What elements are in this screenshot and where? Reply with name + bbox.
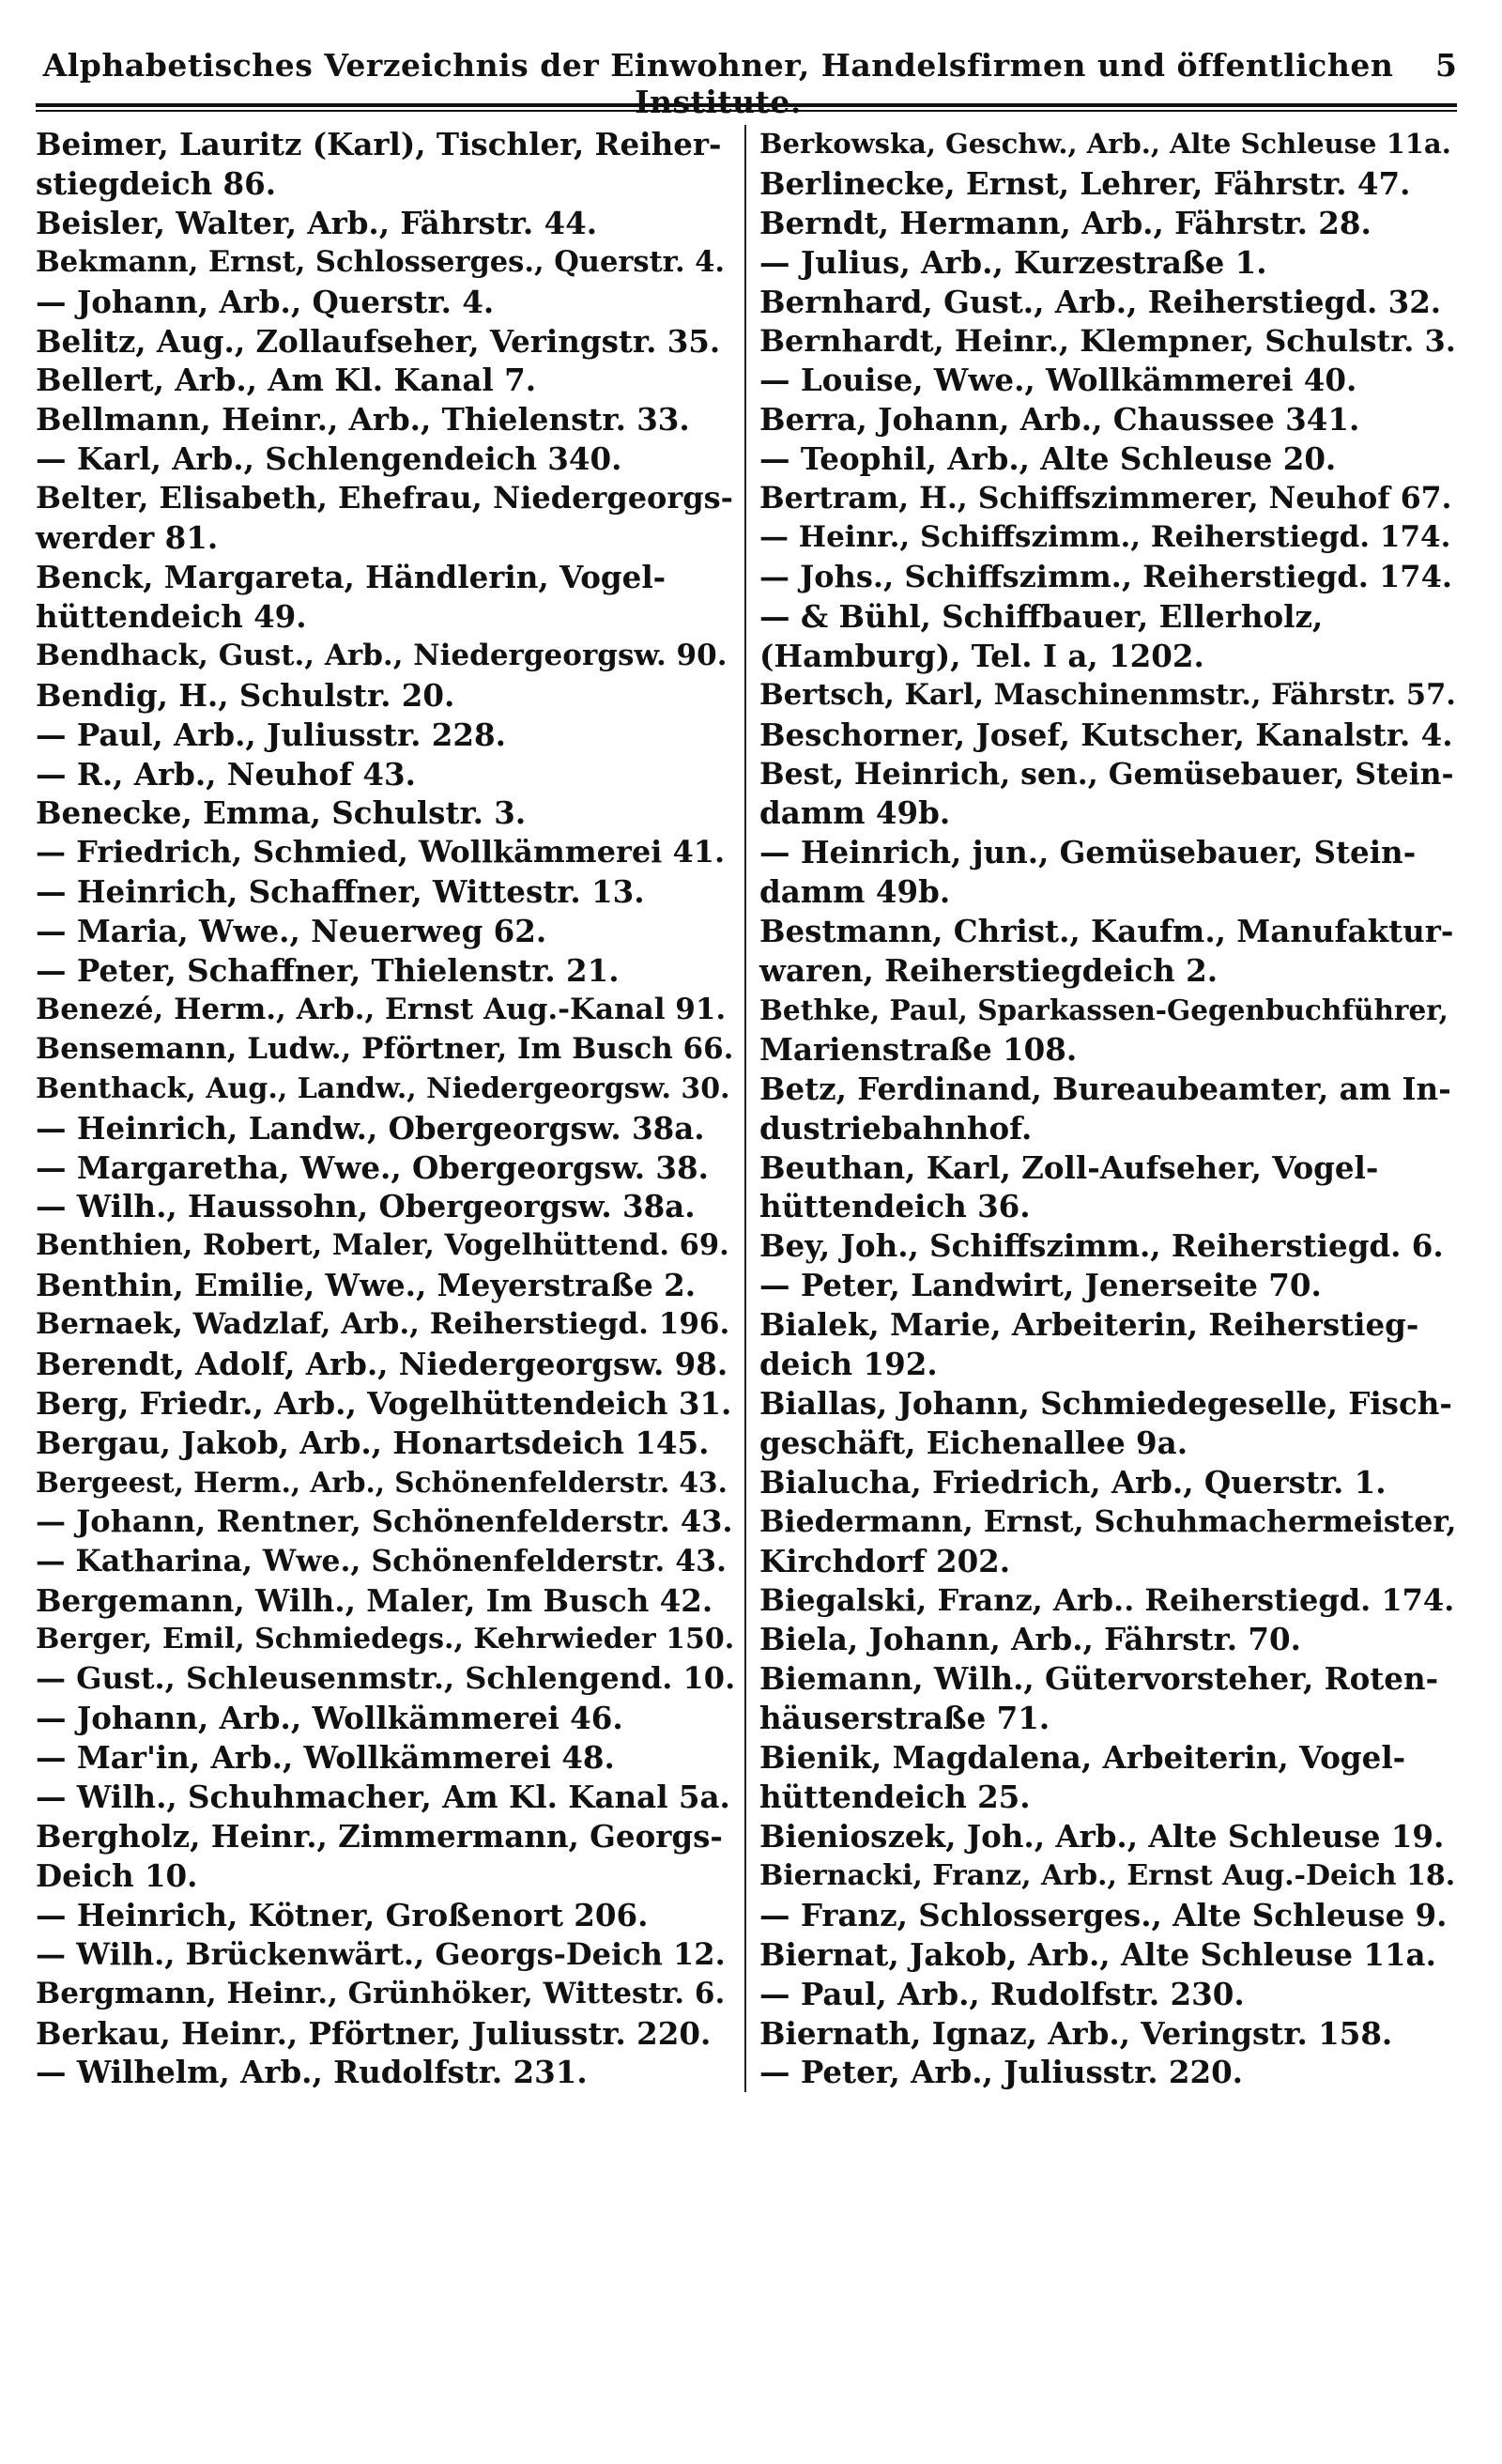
- directory-entry-line: — R., Arb., Neuhof 43.: [36, 755, 416, 793]
- directory-entry-line: Belitz, Aug., Zollaufseher, Veringstr. 35.: [36, 322, 721, 360]
- directory-entry-line: — Friedrich, Schmied, Wollkämmerei 41.: [36, 834, 726, 870]
- directory-entry-line: — Heinr., Schiffszimm., Reiherstiegd. 174.: [759, 520, 1451, 555]
- directory-entry-line: Bergmann, Heinr., Grünhöker, Wittestr. 6.: [36, 1976, 726, 2010]
- directory-entry-line: — & Bühl, Schiffbauer, Ellerholz,: [759, 597, 1324, 635]
- directory-entry-line: Berra, Johann, Arb., Chaussee 341.: [759, 401, 1360, 439]
- directory-entry-line: Biernacki, Franz, Arb., Ernst Aug.-Deich 18.: [759, 1858, 1456, 1892]
- directory-entry-line: Biedermann, Ernst, Schuhmachermeister,: [759, 1503, 1457, 1539]
- directory-entry-line: — Gust., Schleusenmstr., Schlengend. 10.: [36, 1660, 736, 1697]
- directory-entry-line: — Heinrich, Kötner, Großenort 206.: [36, 1896, 649, 1933]
- directory-entry-line: Berndt, Hermann, Arb., Fährstr. 28.: [759, 204, 1372, 241]
- directory-entry-line: geschäft, Eichenallee 9a.: [759, 1424, 1188, 1461]
- directory-entry-line: Bellmann, Heinr., Arb., Thielenstr. 33.: [36, 401, 690, 439]
- directory-entry-line: hüttendeich 36.: [759, 1188, 1031, 1225]
- directory-entry-line: deich 192.: [759, 1346, 938, 1383]
- directory-entry-line: Bergau, Jakob, Arb., Honartsdeich 145.: [36, 1424, 710, 1461]
- directory-entry-line: Berkowska, Geschw., Arb., Alte Schleuse 11a.: [759, 128, 1451, 160]
- directory-entry-line: — Wilh., Haussohn, Obergeorgsw. 38a.: [36, 1188, 696, 1225]
- directory-entry-line: Benthack, Aug., Landw., Niedergeorgsw. 30.: [36, 1071, 730, 1105]
- directory-entry-line: — Karl, Arb., Schlengendeich 340.: [36, 440, 622, 478]
- directory-entry-line: — Margaretha, Wwe., Obergeorgsw. 38.: [36, 1148, 709, 1186]
- directory-entry-line: damm 49b.: [759, 794, 951, 832]
- directory-entry-line: — Peter, Arb., Juliusstr. 220.: [759, 2054, 1244, 2091]
- directory-entry-line: Bienik, Magdalena, Arbeiterin, Vogel-: [759, 1739, 1406, 1777]
- directory-entry-line: Bienioszek, Joh., Arb., Alte Schleuse 19.: [759, 1817, 1445, 1855]
- page-title: Alphabetisches Verzeichnis der Einwohner, Handelsfirmen und öffentlichen Institute.: [42, 47, 1394, 120]
- directory-entry-line: Belter, Elisabeth, Ehefrau, Niedergeorgs-: [36, 480, 733, 516]
- directory-entry-line: — Peter, Landwirt, Jenerseite 70.: [759, 1267, 1322, 1304]
- directory-entry-line: Biela, Johann, Arb., Fährstr. 70.: [759, 1621, 1301, 1658]
- directory-entry-line: Berg, Friedr., Arb., Vogelhüttendeich 31.: [36, 1385, 732, 1422]
- directory-entry-line: Bestmann, Christ., Kaufm., Manufaktur-: [759, 913, 1454, 950]
- page-header: [36, 47, 1457, 120]
- directory-entry-line: werder 81.: [36, 519, 219, 557]
- directory-entry-line: — Wilh., Brückenwärt., Georgs-Deich 12.: [36, 1935, 726, 1972]
- directory-entry-line: Beuthan, Karl, Zoll-Aufseher, Vogel-: [759, 1148, 1379, 1186]
- directory-entry-line: damm 49b.: [759, 873, 951, 911]
- directory-entry-line: Bey, Joh., Schiffszimm., Reiherstiegd. 6.: [759, 1227, 1444, 1265]
- directory-entry-line: Biernat, Jakob, Arb., Alte Schleuse 11a.: [759, 1935, 1436, 1973]
- directory-entry-line: Bernhardt, Heinr., Klempner, Schulstr. 3.: [759, 322, 1456, 359]
- directory-entry-line: — Peter, Schaffner, Thielenstr. 21.: [36, 952, 620, 990]
- column-divider: [744, 125, 746, 2092]
- directory-entry-line: — Johann, Arb., Wollkämmerei 46.: [36, 1700, 623, 1737]
- directory-entry-line: — Paul, Arb., Rudolfstr. 230.: [759, 1975, 1245, 2012]
- directory-entry-line: — Johs., Schiffszimm., Reiherstiegd. 174.: [759, 558, 1452, 594]
- directory-entry-line: — Katharina, Wwe., Schönenfelderstr. 43.: [36, 1543, 727, 1578]
- directory-entry-line: Bethke, Paul, Sparkassen-Gegenbuchführer,: [759, 993, 1448, 1026]
- directory-entry-line: Berendt, Adolf, Arb., Niedergeorgsw. 98.: [36, 1346, 728, 1383]
- directory-entry-line: Benezé, Herm., Arb., Ernst Aug.-Kanal 91.: [36, 992, 727, 1026]
- directory-entry-line: — Johann, Rentner, Schönenfelderstr. 43.: [36, 1502, 733, 1539]
- directory-entry-line: Beimer, Lauritz (Karl), Tischler, Reiher-: [36, 126, 722, 162]
- directory-entry-line: — Franz, Schlosserges., Alte Schleuse 9.: [759, 1896, 1448, 1933]
- directory-entry-line: häuserstraße 71.: [759, 1700, 1050, 1737]
- directory-entry-line: Bertram, H., Schiffszimmerer, Neuhof 67.: [759, 481, 1452, 516]
- directory-entry-line: Bialucha, Friedrich, Arb., Querstr. 1.: [759, 1463, 1387, 1501]
- directory-entry-line: — Teophil, Arb., Alte Schleuse 20.: [759, 440, 1337, 478]
- directory-entry-line: Berlinecke, Ernst, Lehrer, Fährstr. 47.: [759, 164, 1411, 202]
- left-column: [36, 125, 735, 2092]
- directory-entry-line: — Heinrich, Landw., Obergeorgsw. 38a.: [36, 1109, 705, 1147]
- directory-entry-line: Biemann, Wilh., Gütervorsteher, Roten-: [759, 1660, 1439, 1698]
- directory-entry-line: Bendig, H., Schulstr. 20.: [36, 676, 455, 714]
- directory-entry-line: Benthien, Robert, Maler, Vogelhüttend. 69.: [36, 1228, 729, 1263]
- directory-entry-line: — Heinrich, Schaffner, Wittestr. 13.: [36, 873, 645, 911]
- directory-entry-line: Benthin, Emilie, Wwe., Meyerstraße 2.: [36, 1267, 697, 1304]
- directory-entry-line: hüttendeich 25.: [759, 1779, 1031, 1816]
- directory-entry-line: Biernath, Ignaz, Arb., Veringstr. 158.: [759, 2014, 1393, 2052]
- directory-entry-line: — Louise, Wwe., Wollkämmerei 40.: [759, 362, 1357, 399]
- directory-entry-line: Biegalski, Franz, Arb.. Reiherstiegd. 174.: [759, 1581, 1455, 1618]
- directory-entry-line: — Wilh., Schuhmacher, Am Kl. Kanal 5a.: [36, 1779, 730, 1816]
- directory-entry-line: dustriebahnhof.: [759, 1109, 1033, 1147]
- directory-entry-line: Berger, Emil, Schmiedegs., Kehrwieder 150.: [36, 1623, 735, 1656]
- directory-entry-line: Bellert, Arb., Am Kl. Kanal 7.: [36, 362, 537, 399]
- directory-entry-line: — Maria, Wwe., Neuerweg 62.: [36, 913, 547, 950]
- directory-entry-line: (Hamburg), Tel. I a, 1202.: [759, 637, 1204, 674]
- directory-entry-line: Bergholz, Heinr., Zimmermann, Georgs-: [36, 1817, 723, 1855]
- directory-entry-line: Benck, Margareta, Händlerin, Vogel-: [36, 558, 667, 595]
- directory-entry-line: — Julius, Arb., Kurzestraße 1.: [759, 243, 1267, 281]
- directory-entry-line: Bergemann, Wilh., Maler, Im Busch 42.: [36, 1581, 713, 1619]
- directory-entry-line: Beisler, Walter, Arb., Fährstr. 44.: [36, 204, 598, 241]
- directory-entry-line: Bekmann, Ernst, Schlosserges., Querstr. 4.: [36, 244, 726, 279]
- directory-entry-line: Benecke, Emma, Schulstr. 3.: [36, 794, 527, 832]
- directory-entry-line: hüttendeich 49.: [36, 597, 307, 635]
- directory-entry-line: Berkau, Heinr., Pförtner, Juliusstr. 220.: [36, 2014, 712, 2052]
- directory-entry-line: Betz, Ferdinand, Bureaubeamter, am In-: [759, 1070, 1451, 1107]
- directory-entry-line: Deich 10.: [36, 1856, 198, 1894]
- directory-entry-line: — Wilhelm, Arb., Rudolfstr. 231.: [36, 2054, 588, 2091]
- directory-entry-line: Bendhack, Gust., Arb., Niedergeorgsw. 90.: [36, 638, 728, 672]
- directory-entry-line: Beschorner, Josef, Kutscher, Kanalstr. 4.: [759, 716, 1453, 753]
- directory-entry-line: — Heinrich, jun., Gemüsebauer, Stein-: [759, 834, 1417, 871]
- directory-entry-line: Marienstraße 108.: [759, 1030, 1078, 1068]
- right-column: [759, 125, 1457, 2092]
- directory-entry-line: Bernaek, Wadzlaf, Arb., Reiherstiegd. 196.: [36, 1307, 730, 1342]
- page-number: 5: [1435, 47, 1457, 84]
- directory-entry-line: — Mar'in, Arb., Wollkämmerei 48.: [36, 1739, 615, 1777]
- directory-entry-line: waren, Reiherstiegdeich 2.: [759, 952, 1218, 990]
- directory-entry-line: stiegdeich 86.: [36, 164, 277, 202]
- directory-entry-line: Bertsch, Karl, Maschinenmstr., Fährstr. 57.: [759, 677, 1456, 712]
- directory-entry-line: Bergeest, Herm., Arb., Schönenfelderstr. 43.: [36, 1465, 728, 1499]
- directory-entry-line: — Paul, Arb., Juliusstr. 228.: [36, 716, 506, 753]
- directory-entry-line: Best, Heinrich, sen., Gemüsebauer, Stein-: [759, 756, 1454, 792]
- directory-entry-line: Bialek, Marie, Arbeiterin, Reiherstieg-: [759, 1306, 1419, 1344]
- directory-entry-line: Biallas, Johann, Schmiedegeselle, Fisch-: [759, 1385, 1452, 1422]
- directory-entry-line: — Johann, Arb., Querstr. 4.: [36, 283, 495, 320]
- directory-entry-line: Kirchdorf 202.: [759, 1542, 1011, 1579]
- entry-columns: [36, 125, 1457, 2092]
- directory-entry-line: Bensemann, Ludw., Pförtner, Im Busch 66.: [36, 1031, 734, 1066]
- directory-entry-line: Bernhard, Gust., Arb., Reiherstiegd. 32.: [759, 283, 1442, 320]
